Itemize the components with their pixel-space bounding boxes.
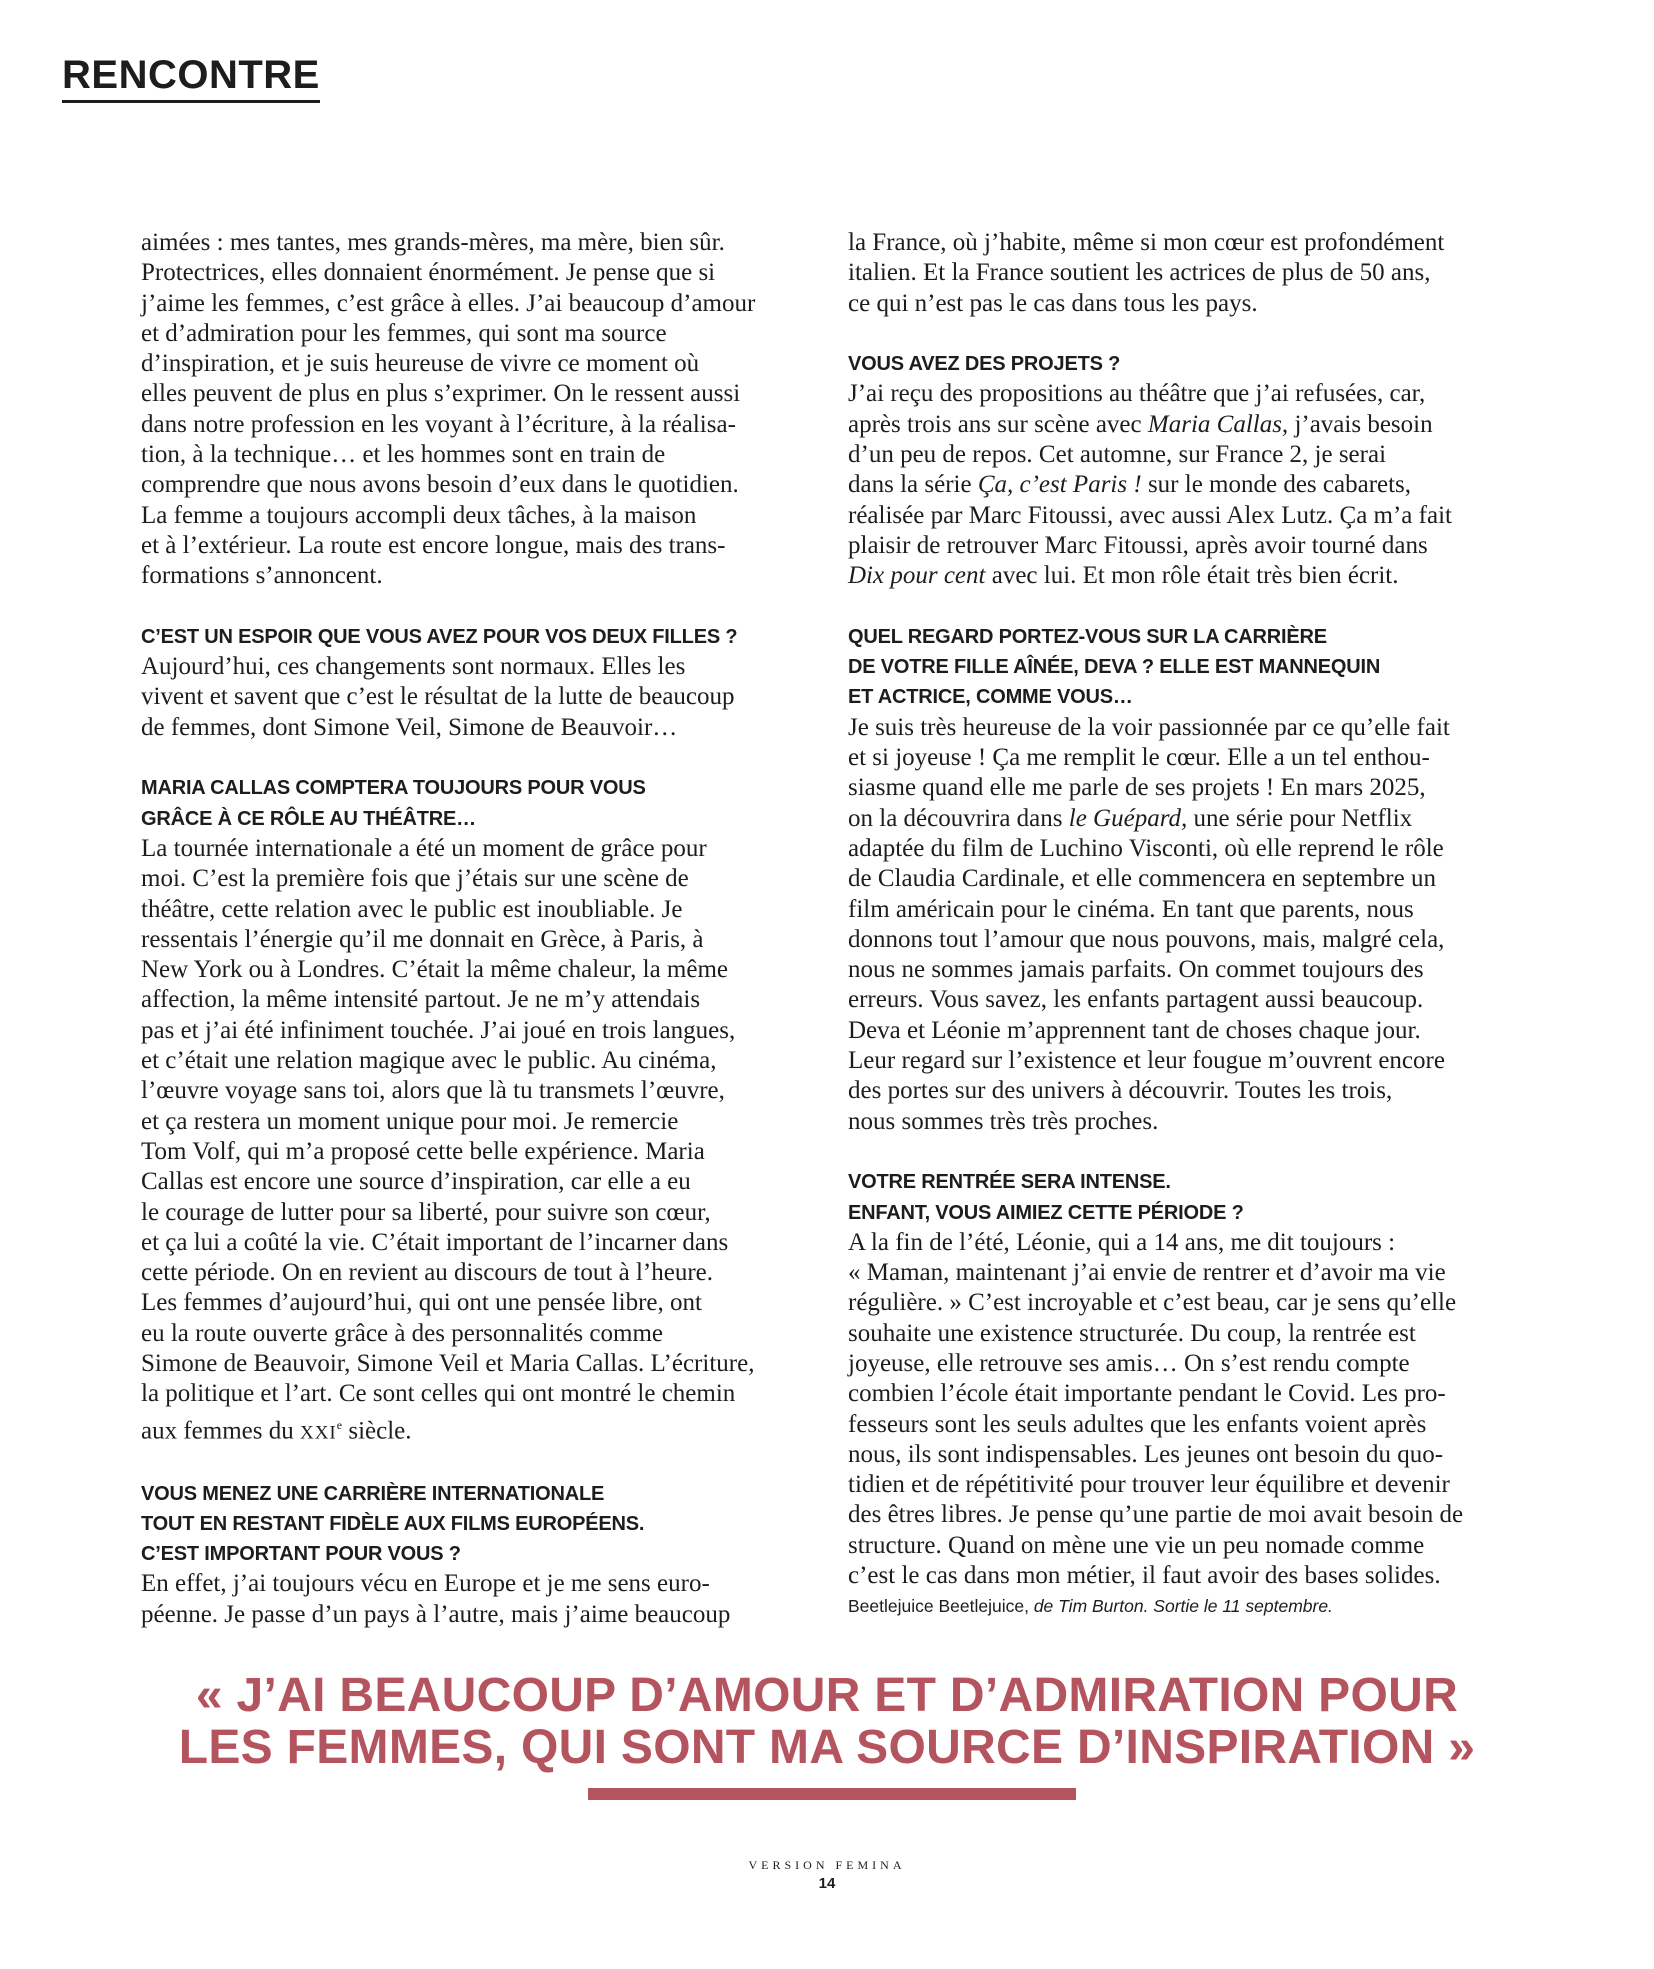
question-line: QUEL REGARD PORTEZ-VOUS SUR LA CARRIÈRE bbox=[848, 625, 1327, 648]
text-fragment: aux femmes du bbox=[141, 1416, 300, 1444]
question-line: VOTRE RENTRÉE SERA INTENSE. bbox=[848, 1171, 1171, 1194]
text-line: erreurs. Vous savez, les enfants partagent aussi beaucoup. bbox=[848, 986, 1424, 1014]
text-line bbox=[141, 1410, 816, 1449]
answer-paragraph bbox=[848, 713, 1523, 1137]
text-line: tion, à la technique… et les hommes sont en train de bbox=[141, 441, 666, 469]
century-smallcaps: XXI bbox=[299, 1421, 337, 1443]
question-line: VOUS AVEZ DES PROJETS ? bbox=[848, 353, 1121, 376]
text-line: péenne. Je passe d’un pays à l’autre, mais j’aime beaucoup bbox=[141, 1600, 731, 1628]
question-line: ET ACTRICE, COMME VOUS… bbox=[848, 686, 1133, 709]
text-line: affection, la même intensité partout. Je ne m’y attendais bbox=[141, 986, 701, 1014]
text-line: moi. C’est la première fois que j’étais sur une scène de bbox=[141, 865, 689, 893]
text-line: fesseurs sont les seuls adultes que les enfants voient après bbox=[848, 1410, 1427, 1438]
text-line: j’aime les femmes, c’est grâce à elles. J’ai beaucoup d’amour bbox=[141, 289, 756, 317]
text-fragment: j’avais besoin bbox=[1288, 410, 1433, 438]
answer-paragraph bbox=[141, 834, 816, 1448]
text-line: et ça restera un moment unique pour moi. Je remercie bbox=[141, 1107, 679, 1135]
text-line: cette période. On en revient au discours de tout à l’heure. bbox=[141, 1259, 713, 1287]
text-line: Callas est encore une source d’inspiration, car elle a eu bbox=[141, 1168, 691, 1196]
paragraph-intro bbox=[141, 228, 816, 592]
text-fragment: sur le monde des cabarets, bbox=[1141, 471, 1412, 499]
answer-paragraph bbox=[848, 379, 1523, 591]
text-line: donnons tout l’amour que nous pouvons, mais, malgré cela, bbox=[848, 925, 1445, 953]
question-line: ENFANT, VOUS AIMIEZ CETTE PÉRIODE ? bbox=[848, 1201, 1244, 1224]
text-line: Protectrices, elles donnaient énormément. Je pense que si bbox=[141, 259, 716, 287]
text-line: New York ou à Londres. C’était la même chaleur, la même bbox=[141, 956, 729, 984]
title-italic: Maria Callas, bbox=[1147, 410, 1289, 438]
title-italic: le Guépard, bbox=[1068, 804, 1188, 832]
text-line: J’ai reçu des propositions au théâtre que j’ai refusées, car, bbox=[848, 380, 1426, 408]
text-line: siasme quand elle me parle de ses projets ! En mars 2025, bbox=[848, 774, 1426, 802]
text-line: d’inspiration, et je suis heureuse de vivre ce moment où bbox=[141, 350, 700, 378]
question-heading bbox=[848, 622, 1523, 713]
text-line: La femme a toujours accompli deux tâches, à la maison bbox=[141, 501, 697, 529]
text-line: comprendre que nous avons besoin d’eux dans le quotidien. bbox=[141, 471, 739, 499]
text-line: souhaite une existence structurée. Du coup, la rentrée est bbox=[848, 1319, 1416, 1347]
answer-paragraph bbox=[848, 228, 1523, 319]
question-line: MARIA CALLAS COMPTERA TOUJOURS POUR VOUS bbox=[141, 777, 646, 800]
text-line bbox=[848, 470, 1523, 500]
text-line: Aujourd’hui, ces changements sont normaux. Elles les bbox=[141, 653, 686, 681]
text-line: des êtres libres. Je pense qu’une partie de moi avait besoin de bbox=[848, 1501, 1464, 1529]
question-line: C’EST UN ESPOIR QUE VOUS AVEZ POUR VOS DEUX FILLES ? bbox=[141, 625, 738, 648]
text-line: Tom Volf, qui m’a proposé cette belle expérience. Maria bbox=[141, 1137, 705, 1165]
text-line bbox=[848, 410, 1523, 440]
text-line: formations s’annoncent. bbox=[141, 562, 383, 590]
text-line: nous ne sommes jamais parfaits. On commet toujours des bbox=[848, 956, 1424, 984]
text-line: ce qui n’est pas le cas dans tous les pays. bbox=[848, 289, 1258, 317]
title-italic: Ça, c’est Paris ! bbox=[977, 471, 1142, 499]
text-line: joyeuse, elle retrouve ses amis… On s’est rendu compte bbox=[848, 1349, 1410, 1377]
text-line: réalisée par Marc Fitoussi, avec aussi Alex Lutz. Ça m’a fait bbox=[848, 501, 1452, 529]
text-line: le courage de lutter pour sa liberté, pour suivre son cœur, bbox=[141, 1198, 711, 1226]
text-line: tidien et de répétitivité pour trouver leur équilibre et devenir bbox=[848, 1471, 1450, 1499]
text-line: c’est le cas dans mon métier, il faut avoir des bases solides. bbox=[848, 1562, 1441, 1590]
text-line: plaisir de retrouver Marc Fitoussi, après avoir tourné dans bbox=[848, 531, 1428, 559]
century-superscript: e bbox=[336, 1417, 343, 1432]
question-line: C’EST IMPORTANT POUR VOUS ? bbox=[141, 1543, 461, 1566]
text-line: régulière. » C’est incroyable et c’est beau, car je sens qu’elle bbox=[848, 1289, 1457, 1317]
text-line: et c’était une relation magique avec le public. Au cinéma, bbox=[141, 1047, 717, 1075]
question-heading bbox=[141, 773, 816, 834]
pull-quote-underline bbox=[588, 1788, 1076, 1800]
question-heading bbox=[848, 349, 1523, 379]
page-number: 14 bbox=[818, 1875, 836, 1892]
pull-quote-line: « J’AI BEAUCOUP D’AMOUR ET D’ADMIRATION POUR bbox=[195, 1669, 1459, 1722]
question-line: TOUT EN RESTANT FIDÈLE AUX FILMS EUROPÉENS. bbox=[141, 1512, 645, 1535]
text-fragment: on la découvrira dans bbox=[848, 804, 1069, 832]
text-line: dans notre profession en les voyant à l’écriture, à la réalisa- bbox=[141, 410, 736, 438]
text-line: film américain pour le cinéma. En tant que parents, nous bbox=[848, 895, 1414, 923]
text-line: nous, ils sont indispensables. Les jeunes ont besoin du quo- bbox=[848, 1440, 1444, 1468]
text-line bbox=[848, 804, 1523, 834]
film-credit-details: de Tim Burton. Sortie le 11 septembre. bbox=[1028, 1596, 1333, 1617]
text-line: Je suis très heureuse de la voir passionnée par ce qu’elle fait bbox=[848, 713, 1450, 741]
text-line: Simone de Beauvoir, Simone Veil et Maria Callas. L’écriture, bbox=[141, 1349, 755, 1377]
article-column-right bbox=[848, 228, 1523, 1621]
question-line: VOUS MENEZ UNE CARRIÈRE INTERNATIONALE bbox=[141, 1482, 605, 1505]
text-line: et ça lui a coûté la vie. C’était important de l’incarner dans bbox=[141, 1228, 729, 1256]
text-line: théâtre, cette relation avec le public est inoubliable. Je bbox=[141, 895, 683, 923]
question-line: DE VOTRE FILLE AÎNÉE, DEVA ? ELLE EST MANNEQUIN bbox=[848, 656, 1381, 679]
text-line: la politique et l’art. Ce sont celles qui ont montré le chemin bbox=[141, 1380, 736, 1408]
answer-paragraph bbox=[141, 652, 816, 743]
text-line: A la fin de l’été, Léonie, qui a 14 ans, me dit toujours : bbox=[848, 1228, 1396, 1256]
pull-quote-line: LES FEMMES, QUI SONT MA SOURCE D’INSPIRATION » bbox=[178, 1721, 1476, 1774]
film-title: Beetlejuice Beetlejuice, bbox=[848, 1596, 1029, 1617]
text-line: aimées : mes tantes, mes grands-mères, ma mère, bien sûr. bbox=[141, 229, 725, 256]
text-line: pas et j’ai été infiniment touchée. J’ai joué en trois langues, bbox=[141, 1016, 736, 1044]
text-fragment: avec lui. Et mon rôle était très bien écrit. bbox=[985, 562, 1399, 590]
text-line: d’un peu de repos. Cet automne, sur France 2, je serai bbox=[848, 441, 1387, 469]
text-line: Deva et Léonie m’apprennent tant de choses chaque jour. bbox=[848, 1016, 1421, 1044]
text-line: de Claudia Cardinale, et elle commencera en septembre un bbox=[848, 865, 1436, 893]
magazine-name: VERSION FEMINA bbox=[748, 1858, 906, 1872]
text-fragment: une série pour Netflix bbox=[1187, 804, 1413, 832]
section-rubric: RENCONTRE bbox=[62, 52, 320, 103]
film-credit bbox=[848, 1591, 1523, 1621]
text-line: vivent et savent que c’est le résultat de la lutte de beaucoup bbox=[141, 683, 735, 711]
question-heading bbox=[141, 622, 816, 652]
text-line: Les femmes d’aujourd’hui, qui ont une pensée libre, ont bbox=[141, 1289, 702, 1317]
text-line: des portes sur des univers à découvrir. Toutes les trois, bbox=[848, 1077, 1393, 1105]
answer-paragraph bbox=[848, 1228, 1523, 1592]
text-line: « Maman, maintenant j’ai envie de rentrer et d’avoir ma vie bbox=[848, 1259, 1446, 1287]
question-line: GRÂCE À CE RÔLE AU THÉÂTRE… bbox=[141, 807, 476, 830]
answer-paragraph bbox=[141, 1569, 816, 1630]
text-line: elles peuvent de plus en plus s’exprimer. On le ressent aussi bbox=[141, 380, 741, 408]
text-line: la France, où j’habite, même si mon cœur est profondément bbox=[848, 229, 1445, 256]
article-column-left bbox=[141, 228, 816, 1630]
text-line: nous sommes très très proches. bbox=[848, 1107, 1159, 1135]
text-line: et à l’extérieur. La route est encore longue, mais des trans- bbox=[141, 531, 726, 559]
text-line: En effet, j’ai toujours vécu en Europe et je me sens euro- bbox=[141, 1570, 710, 1598]
text-line: et d’admiration pour les femmes, qui sont ma source bbox=[141, 319, 667, 347]
text-fragment: après trois ans sur scène avec bbox=[848, 410, 1148, 438]
text-line: Leur regard sur l’existence et leur fougue m’ouvrent encore bbox=[848, 1047, 1445, 1075]
question-heading bbox=[848, 1167, 1523, 1228]
text-line bbox=[848, 561, 1523, 591]
text-line: adaptée du film de Luchino Visconti, où elle reprend le rôle bbox=[848, 834, 1444, 862]
title-italic: Dix pour cent bbox=[848, 562, 986, 590]
text-line: ressentais l’énergie qu’il me donnait en Grèce, à Paris, à bbox=[141, 925, 704, 953]
text-line: La tournée internationale a été un moment de grâce pour bbox=[141, 834, 707, 862]
text-line: eu la route ouverte grâce à des personnalités comme bbox=[141, 1319, 663, 1347]
question-heading bbox=[141, 1479, 816, 1570]
text-line: l’œuvre voyage sans toi, alors que là tu transmets l’œuvre, bbox=[141, 1077, 725, 1105]
text-line: combien l’école était importante pendant le Covid. Les pro- bbox=[848, 1380, 1446, 1408]
text-line: de femmes, dont Simone Veil, Simone de Beauvoir… bbox=[141, 713, 678, 741]
text-line: structure. Quand on mène une vie un peu nomade comme bbox=[848, 1531, 1425, 1559]
text-line: et si joyeuse ! Ça me remplit le cœur. Elle a un tel enthou- bbox=[848, 744, 1430, 772]
text-fragment: dans la série bbox=[848, 471, 978, 499]
text-line: italien. Et la France soutient les actrices de plus de 50 ans, bbox=[848, 259, 1431, 287]
pull-quote bbox=[0, 1670, 1654, 1774]
text-fragment: siècle. bbox=[342, 1416, 412, 1444]
